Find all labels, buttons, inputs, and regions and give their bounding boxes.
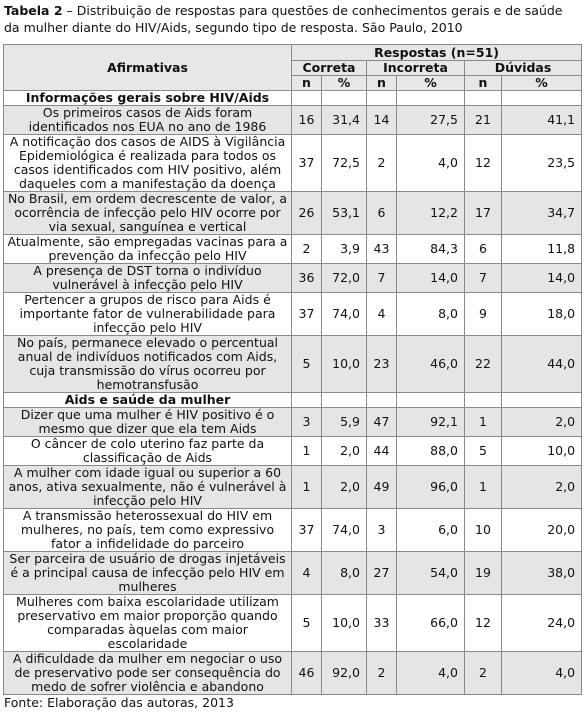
incorreta-pct-cell: 27,5 bbox=[397, 106, 465, 135]
empty-cell bbox=[367, 393, 397, 408]
correta-pct-cell: 2,0 bbox=[322, 466, 367, 509]
duvidas-n-cell: 22 bbox=[465, 336, 502, 393]
caption-text: – Distribuição de respostas para questões de conhecimentos gerais e de saúde da mulher diante do HIV/Aids, segundo tipo de resposta. São Paulo, 2010 bbox=[4, 3, 563, 35]
statement-cell: Os primeiros casos de Aids foram identificados nos EUA no ano de 1986 bbox=[4, 106, 292, 135]
incorreta-n-cell: 33 bbox=[367, 595, 397, 652]
table-row bbox=[4, 336, 582, 393]
table-row bbox=[4, 264, 582, 293]
table-row bbox=[4, 135, 582, 192]
incorreta-n-cell: 3 bbox=[367, 509, 397, 552]
incorreta-pct-cell: 84,3 bbox=[397, 235, 465, 264]
duvidas-n-cell: 2 bbox=[465, 652, 502, 695]
statement-cell: A transmissão heterossexual do HIV em mulheres, no país, tem como expressivo fator a infidelidade do parceiro bbox=[4, 509, 292, 552]
incorreta-pct-cell: 6,0 bbox=[397, 509, 465, 552]
section-title: Informações gerais sobre HIV/Aids bbox=[4, 91, 292, 106]
correta-n-cell: 5 bbox=[292, 595, 322, 652]
table-caption bbox=[4, 2, 582, 36]
correta-pct-cell: 92,0 bbox=[322, 652, 367, 695]
incorreta-n-cell: 7 bbox=[367, 264, 397, 293]
duvidas-pct-cell: 2,0 bbox=[502, 466, 582, 509]
correta-pct-cell: 74,0 bbox=[322, 293, 367, 336]
statement-cell: No país, permanece elevado o percentual anual de indivíduos notificados com Aids, cuja transmissão do vírus ocorreu por hemotransfusão bbox=[4, 336, 292, 393]
table-row bbox=[4, 437, 582, 466]
empty-cell bbox=[502, 91, 582, 106]
table-row bbox=[4, 466, 582, 509]
duvidas-n-cell: 12 bbox=[465, 595, 502, 652]
duvidas-pct-cell: 11,8 bbox=[502, 235, 582, 264]
duvidas-pct-cell: 38,0 bbox=[502, 552, 582, 595]
incorreta-n-cell: 2 bbox=[367, 652, 397, 695]
duvidas-pct-cell: 41,1 bbox=[502, 106, 582, 135]
header-duvidas: Dúvidas bbox=[465, 61, 582, 76]
incorreta-n-cell: 43 bbox=[367, 235, 397, 264]
statement-cell: A mulher com idade igual ou superior a 60 anos, ativa sexualmente, não é vulnerável à infecção pelo HIV bbox=[4, 466, 292, 509]
statement-cell: A presença de DST torna o indivíduo vulnerável à infecção pelo HIV bbox=[4, 264, 292, 293]
section-title: Aids e saúde da mulher bbox=[4, 393, 292, 408]
incorreta-pct-cell: 8,0 bbox=[397, 293, 465, 336]
duvidas-pct-cell: 24,0 bbox=[502, 595, 582, 652]
duvidas-pct-cell: 18,0 bbox=[502, 293, 582, 336]
header-n: n bbox=[292, 76, 322, 91]
header-correta: Correta bbox=[292, 61, 367, 76]
statement-cell: Pertencer a grupos de risco para Aids é importante fator de vulnerabilidade para infecção pelo HIV bbox=[4, 293, 292, 336]
statement-cell: A notificação dos casos de AIDS à Vigilância Epidemiológica é realizada para todos os casos identificados com HIV positivo, além daqueles com a manifestação da doença bbox=[4, 135, 292, 192]
duvidas-n-cell: 19 bbox=[465, 552, 502, 595]
duvidas-n-cell: 9 bbox=[465, 293, 502, 336]
empty-cell bbox=[465, 393, 502, 408]
correta-n-cell: 1 bbox=[292, 437, 322, 466]
empty-cell bbox=[367, 91, 397, 106]
table-row bbox=[4, 192, 582, 235]
duvidas-n-cell: 6 bbox=[465, 235, 502, 264]
duvidas-pct-cell: 34,7 bbox=[502, 192, 582, 235]
incorreta-pct-cell: 46,0 bbox=[397, 336, 465, 393]
header-afirmativas: Afirmativas bbox=[4, 45, 292, 91]
duvidas-pct-cell: 4,0 bbox=[502, 652, 582, 695]
duvidas-n-cell: 10 bbox=[465, 509, 502, 552]
statement-cell: No Brasil, em ordem decrescente de valor, a ocorrência de infecção pelo HIV ocorre por via sexual, sanguínea e vertical bbox=[4, 192, 292, 235]
correta-pct-cell: 72,5 bbox=[322, 135, 367, 192]
incorreta-pct-cell: 14,0 bbox=[397, 264, 465, 293]
statement-cell: Ser parceira de usuário de drogas injetáveis é a principal causa de infecção pelo HIV em mulheres bbox=[4, 552, 292, 595]
header-pct: % bbox=[322, 76, 367, 91]
incorreta-pct-cell: 54,0 bbox=[397, 552, 465, 595]
section-header bbox=[4, 91, 582, 106]
table-row bbox=[4, 235, 582, 264]
statement-cell: Atualmente, são empregadas vacinas para a prevenção da infecção pelo HIV bbox=[4, 235, 292, 264]
correta-pct-cell: 10,0 bbox=[322, 595, 367, 652]
incorreta-n-cell: 44 bbox=[367, 437, 397, 466]
correta-pct-cell: 2,0 bbox=[322, 437, 367, 466]
table-row bbox=[4, 293, 582, 336]
incorreta-pct-cell: 66,0 bbox=[397, 595, 465, 652]
table-row bbox=[4, 652, 582, 695]
incorreta-pct-cell: 4,0 bbox=[397, 652, 465, 695]
header-n: n bbox=[367, 76, 397, 91]
table-body bbox=[4, 91, 582, 695]
incorreta-n-cell: 23 bbox=[367, 336, 397, 393]
statement-cell: Mulheres com baixa escolaridade utilizam preservativo em maior proporção quando comparadas àquelas com maior escolaridade bbox=[4, 595, 292, 652]
duvidas-n-cell: 5 bbox=[465, 437, 502, 466]
correta-n-cell: 5 bbox=[292, 336, 322, 393]
incorreta-n-cell: 14 bbox=[367, 106, 397, 135]
header-n: n bbox=[465, 76, 502, 91]
duvidas-pct-cell: 2,0 bbox=[502, 408, 582, 437]
correta-n-cell: 16 bbox=[292, 106, 322, 135]
duvidas-pct-cell: 44,0 bbox=[502, 336, 582, 393]
incorreta-n-cell: 47 bbox=[367, 408, 397, 437]
correta-n-cell: 26 bbox=[292, 192, 322, 235]
empty-cell bbox=[397, 393, 465, 408]
section-header bbox=[4, 393, 582, 408]
duvidas-n-cell: 7 bbox=[465, 264, 502, 293]
duvidas-pct-cell: 10,0 bbox=[502, 437, 582, 466]
statement-cell: A dificuldade da mulher em negociar o uso de preservativo pode ser consequência do medo de sofrer violência e abandono bbox=[4, 652, 292, 695]
incorreta-n-cell: 4 bbox=[367, 293, 397, 336]
duvidas-n-cell: 1 bbox=[465, 466, 502, 509]
header-pct: % bbox=[502, 76, 582, 91]
duvidas-pct-cell: 14,0 bbox=[502, 264, 582, 293]
correta-pct-cell: 5,9 bbox=[322, 408, 367, 437]
empty-cell bbox=[292, 91, 322, 106]
incorreta-pct-cell: 96,0 bbox=[397, 466, 465, 509]
table-row bbox=[4, 408, 582, 437]
table-row bbox=[4, 552, 582, 595]
incorreta-pct-cell: 88,0 bbox=[397, 437, 465, 466]
correta-pct-cell: 53,1 bbox=[322, 192, 367, 235]
correta-n-cell: 2 bbox=[292, 235, 322, 264]
statement-cell: Dizer que uma mulher é HIV positivo é o mesmo que dizer que ela tem Aids bbox=[4, 408, 292, 437]
correta-n-cell: 3 bbox=[292, 408, 322, 437]
correta-pct-cell: 10,0 bbox=[322, 336, 367, 393]
header-respostas: Respostas (n=51) bbox=[292, 45, 582, 61]
incorreta-n-cell: 6 bbox=[367, 192, 397, 235]
source-note: Fonte: Elaboração das autoras, 2013 bbox=[4, 695, 234, 710]
caption-label: Tabela 2 bbox=[4, 3, 63, 18]
correta-n-cell: 37 bbox=[292, 293, 322, 336]
correta-pct-cell: 3,9 bbox=[322, 235, 367, 264]
correta-pct-cell: 72,0 bbox=[322, 264, 367, 293]
incorreta-pct-cell: 12,2 bbox=[397, 192, 465, 235]
empty-cell bbox=[502, 393, 582, 408]
duvidas-pct-cell: 23,5 bbox=[502, 135, 582, 192]
correta-n-cell: 37 bbox=[292, 509, 322, 552]
incorreta-n-cell: 2 bbox=[367, 135, 397, 192]
correta-pct-cell: 31,4 bbox=[322, 106, 367, 135]
duvidas-n-cell: 12 bbox=[465, 135, 502, 192]
correta-n-cell: 1 bbox=[292, 466, 322, 509]
duvidas-n-cell: 21 bbox=[465, 106, 502, 135]
empty-cell bbox=[465, 91, 502, 106]
table-row bbox=[4, 509, 582, 552]
duvidas-pct-cell: 20,0 bbox=[502, 509, 582, 552]
incorreta-n-cell: 27 bbox=[367, 552, 397, 595]
data-table bbox=[3, 44, 582, 695]
duvidas-n-cell: 17 bbox=[465, 192, 502, 235]
empty-cell bbox=[292, 393, 322, 408]
correta-n-cell: 46 bbox=[292, 652, 322, 695]
empty-cell bbox=[397, 91, 465, 106]
header-pct: % bbox=[397, 76, 465, 91]
header-incorreta: Incorreta bbox=[367, 61, 465, 76]
correta-n-cell: 4 bbox=[292, 552, 322, 595]
empty-cell bbox=[322, 393, 367, 408]
table-row bbox=[4, 595, 582, 652]
correta-n-cell: 36 bbox=[292, 264, 322, 293]
empty-cell bbox=[322, 91, 367, 106]
incorreta-pct-cell: 4,0 bbox=[397, 135, 465, 192]
correta-pct-cell: 74,0 bbox=[322, 509, 367, 552]
correta-n-cell: 37 bbox=[292, 135, 322, 192]
table-row bbox=[4, 106, 582, 135]
statement-cell: O câncer de colo uterino faz parte da classificação de Aids bbox=[4, 437, 292, 466]
incorreta-n-cell: 49 bbox=[367, 466, 397, 509]
correta-pct-cell: 8,0 bbox=[322, 552, 367, 595]
duvidas-n-cell: 1 bbox=[465, 408, 502, 437]
incorreta-pct-cell: 92,1 bbox=[397, 408, 465, 437]
